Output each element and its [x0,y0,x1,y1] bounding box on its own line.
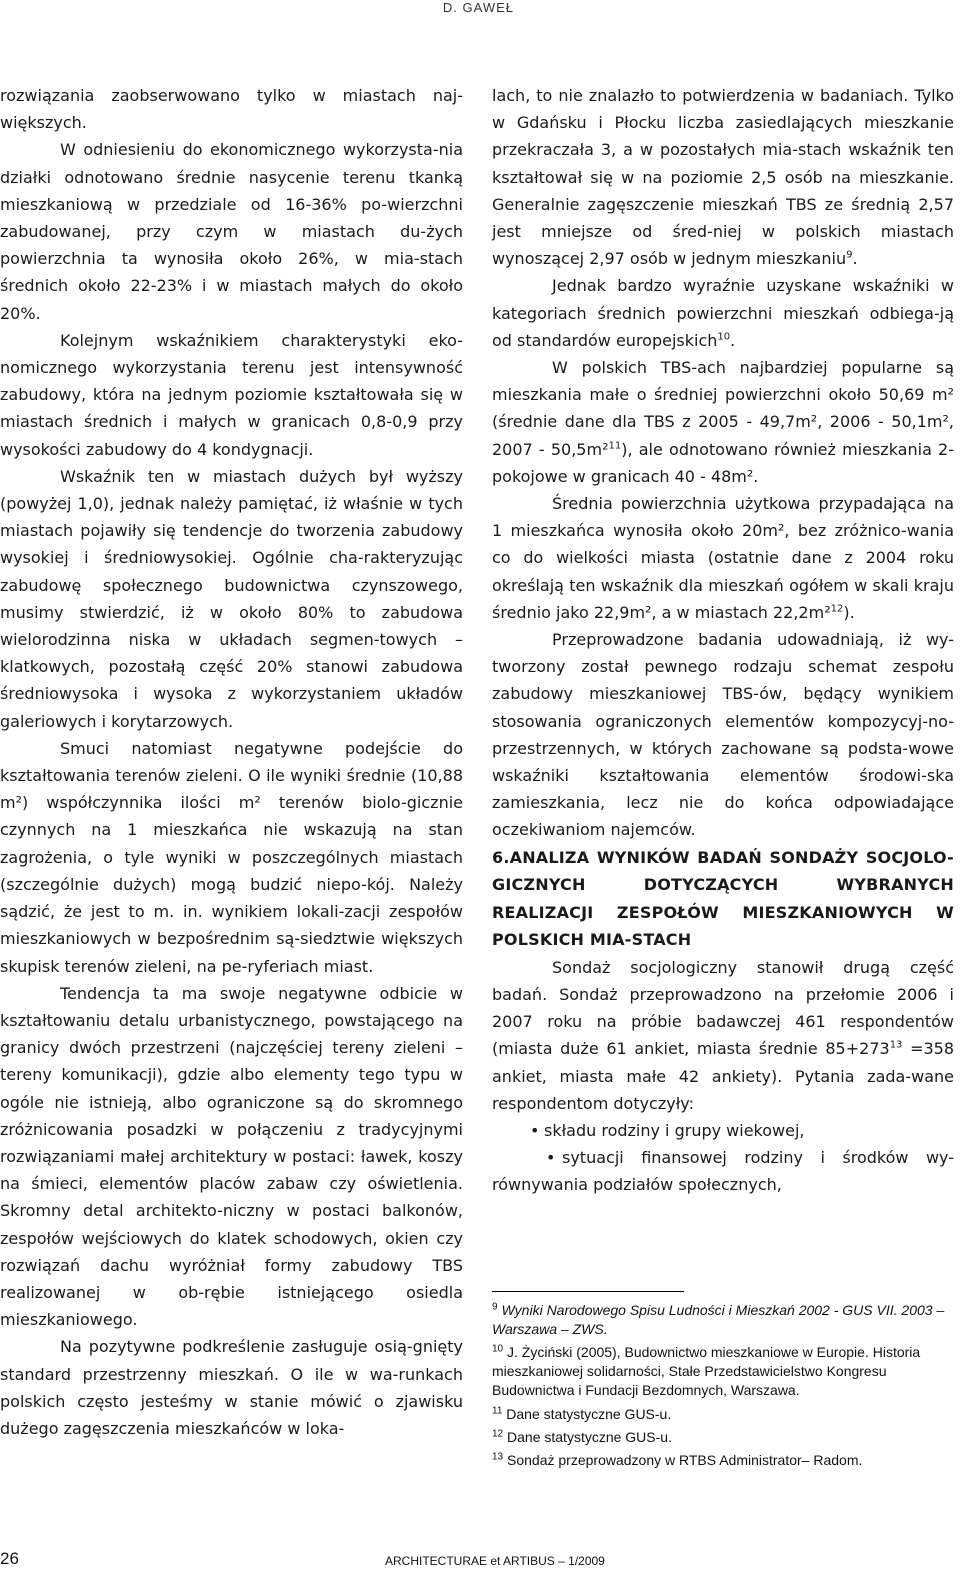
list-item: • składu rodziny i grupy wiekowej, [492,1117,954,1144]
paragraph: Smuci natomiast negatywne podejście do kształtowania terenów zieleni. O ile wyniki średnie (10,88 m²) współczynnika ilości m² terenów biolo-gicznie czynnych na 1 mieszkańca nie wskazują na stan zagrożenia, o tyle wyniki w poszczególnych miastach (szczególnie dużych) mogą budzić niepo-kój. Należy sądzić, że jest to m. in. wynikiem lokali-zacji zespołów mieszkaniowych w bezpośrednim są-siedztwie większych skupisk terenów zieleni, na pe-ryferiach miast. [0,738,463,976]
journal-footer: ARCHITECTURAE et ARTIBUS – 1/2009 [385,1554,605,1568]
paragraph: Kolejnym wskaźnikiem charakterystyki eko-nomicznego wykorzystania terenu jest intensywność zabudowy, która na jednym poziomie kształtowała się w miastach średnich i małych w granicach 0,8-0,9 przy wysokości zabudowy do 4 kondygnacji. [0,330,463,459]
footnote-text: Dane statystyczne GUS-u. [506,1406,672,1422]
paragraph [492,490,954,626]
list-item-text: sytuacji finansowej rodziny i środków wy-równywania podziałów społecznych, [492,1148,954,1195]
paragraph: Przeprowadzone badania udowadniają, iż wy-tworzony został pewnego rodzaju schemat zespołu zabudowy mieszkaniowej TBS-ów, będący wynikiem stosowania ograniczonych elementów kompozycyj-no-przestrzennych, w których zachowane są podsta-wowe wskaźniki kształtowania elementów środowi-ska zamieszkania, lecz nie do końca odpowiadające oczekiwaniom najemców. [492,630,954,840]
paragraph: Tendencja ta ma swoje negatywne odbicie w kształtowaniu detalu urbanistycznego, powstającego na granicy dwóch przestrzeni (najczęściej tereny zieleni – tereny komunikacji), gdzie albo elementy tego typu w ogóle nie istnieją, albo ograniczone są do skromnego zróżnicowania posadzki w połączeniu z tradycyjnymi rozwiązaniami małej architektury w postaci: ławek, koszy na śmieci, elementów placów zabaw czy oświetlenia. Skromny detal architekto-niczny w postaci balkonów, zespołów wejściowych do klatek schodowych, okien czy rozwiązań dachu wyróżniał formy zabudowy TBS realizowanej w ob-rębie istniejącego osiedla mieszkaniowego. [0,983,463,1330]
paragraph-text: . [730,330,736,350]
paragraph: Na pozytywne podkreślenie zasługuje osią-gnięty standard przestrzenny mieszkań. O ile w wa-runkach polskich często jesteśmy w stanie mówić o zjawisku dużego zagęszczenia mieszkańców w loka- [0,1337,463,1438]
footnote-number: 10 [492,1343,504,1355]
footnote-ref: 13 [889,1039,903,1051]
paragraph-text: =358 ankiet, miasta małe 42 ankiety). Pytania zada-wane respondentom dotyczyły: [492,1039,955,1113]
paragraph-text: Sondaż socjologiczny stanowił drugą część badań. Sondaż przeprowadzono na przełomie 2006 i 2007 roku na próbie badawczej 461 respondentów (miasta duże 61 ankiet, miasta średnie 85+273 [492,957,954,1059]
paragraph-text: ), ale odnotowano również mieszkania 2-pokojowe w granicach 40 - 48m². [492,439,955,486]
footnote-number: 13 [492,1451,504,1463]
paragraph-text: W polskich TBS-ach najbardziej popularne są mieszkania małe o średniej powierzchni około 50,69 m² (średnie dane dla TBS z 2005 - 49,7m², 2006 - 50,1m², 2007 - 50,5m² [492,358,954,459]
footnote-number: 11 [492,1405,503,1417]
paragraph-text: . [852,249,858,269]
paragraph: W odniesieniu do ekonomicznego wykorzysta-nia działki odnotowano średnie nasycenie terenu tkanką mieszkaniową w przedziale od 16-36% po-wierzchni zabudowanej, przy czym w miastach du-żych powierzchnia ta wynosiła około 26%, w mia-stach średnich około 22-23% i w miastach małych do około 20%. [0,140,463,323]
footnote [492,1451,954,1470]
paragraph: Wskaźnik ten w miastach dużych był wyższy (powyżej 1,0), jednak należy pamiętać, iż właśnie w tych miastach pojawiły się tendencje do tworzenia zabudowy wysokiej i średniowysokiej. Ogólnie cha-rakteryzując zabudowę społecznego budownictwa czynszowego, musimy stwierdzić, iż w około 80% to zabudowa wielorodzinna niska w układach segmen-towych – klatkowych, pozostałą część 20% stanowi zabudowa średniowysoka i wysoka z wykorzystaniem układów galeriowych i korytarzowych. [0,466,463,731]
footnote-text: Dane statystyczne GUS-u. [507,1429,672,1445]
left-column [0,82,463,1442]
footnote [492,1428,954,1447]
bullet-icon: • [546,1148,556,1168]
list-item [492,1144,954,1198]
footnote-ref: 11 [608,440,622,452]
page-number: 26 [0,1549,19,1568]
footnote-ref: 9 [846,249,853,261]
paragraph-text: Jednak bardzo wyraźnie uzyskane wskaźniki w kategoriach średnich powierzchni mieszkań odbiega-ją od standardów europejskich [492,276,954,350]
running-head: D. GAWEŁ [442,0,514,15]
footnote [492,1405,954,1424]
paragraph [492,354,954,490]
footnote-ref: 12 [830,603,844,615]
paragraph [492,82,954,272]
footnote-text: Sondaż przeprowadzony w RTBS Administrator– Radom. [507,1452,863,1468]
footnote-number: 9 [492,1301,498,1313]
paragraph: rozwiązania zaobserwowano tylko w miastach naj-większych. [0,86,463,133]
footnote [492,1343,954,1400]
paragraph-text: ). [843,602,855,622]
section-heading: 6.ANALIZA WYNIKÓW BADAŃ SONDAŻY SOCJOLO-GICZNYCH DOTYCZĄCYCH WYBRANYCH REALIZACJI ZESPOŁÓW MIESZKANIOWYCH W POLSKICH MIA-STACH [492,847,954,950]
paragraph [492,954,954,1117]
footnote [492,1301,954,1339]
paragraph [492,272,954,354]
footnote-text: J. Życiński (2005), Budownictwo mieszkaniowe w Europie. Historia mieszkaniowej solidarności, Stałe Przedstawicielstwo Kongresu Budownictwa i Fundacji Bezdomnych, Warszawa. [492,1344,921,1398]
footnote-rule [492,1291,684,1292]
paragraph-text: lach, to nie znalazło to potwierdzenia w badaniach. Tylko w Gdańsku i Płocku liczba zasiedlających mieszkanie przekraczała 3, a w pozostałych mia-stach wskaźnik ten kształtował się w na poziomie 2,5 osób na mieszkanie. Generalnie zagęszczenie mieszkań TBS ze średnią 2,57 jest mniejsze od śred-niej w polskich miastach wynoszącej 2,97 osób w jednym mieszkaniu [492,86,954,269]
paragraph-text: Średnia powierzchnia użytkowa przypadająca na 1 mieszkańca wynosiła około 20m², bez zróżnico-wania co do wielkości miasta (ostatnie dane z 2004 roku określają ten wskaźnik dla mieszkań ogółem w skali kraju średnio jako 22,9m², a w miastach 22,2m² [492,494,954,622]
footnote-text: Wyniki Narodowego Spisu Ludności i Mieszkań 2002 - GUS VII. 2003 – Warszawa – ZWS. [492,1302,945,1337]
bullet-list [492,1117,954,1199]
footnote-number: 12 [492,1428,504,1440]
footnote-ref: 10 [717,331,731,343]
right-column [492,82,954,1199]
